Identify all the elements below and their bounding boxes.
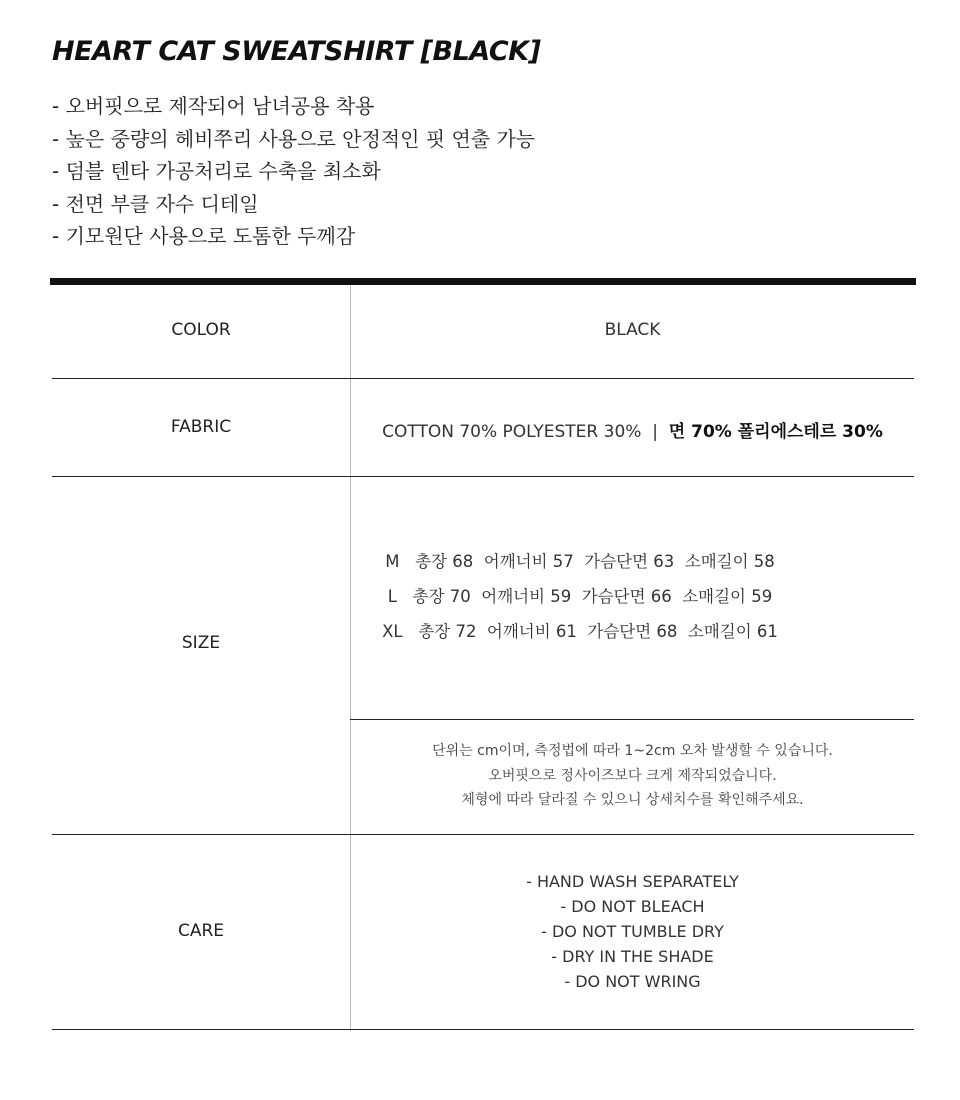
feature-item: - 덤블 텐타 가공처리로 수축을 최소화 — [52, 159, 381, 183]
size-label: SIZE — [181, 633, 221, 653]
product-title: HEART CAT SWEATSHIRT [BLACK] — [52, 36, 541, 67]
care-label: CARE — [177, 921, 225, 941]
size-chart — [350, 544, 810, 649]
size-row-l: L 총장 70 어깨너비 59 가슴단면 66 소매길이 59 — [387, 587, 773, 606]
fabric-value-en: COTTON 70% POLYESTER 30% | — [382, 422, 669, 442]
row-divider — [52, 834, 914, 835]
table-top-rule — [50, 278, 916, 285]
table-bottom-rule — [52, 1029, 914, 1030]
size-note: 오버핏으로 정사이즈보다 크게 제작되었습니다. — [488, 767, 777, 784]
fabric-value-ko: 면 70% 폴리에스테르 30% — [668, 422, 883, 442]
care-line: - DO NOT TUMBLE DRY — [541, 922, 724, 941]
care-line: - DRY IN THE SHADE — [551, 947, 714, 966]
row-divider — [52, 378, 914, 379]
feature-item: - 전면 부클 자수 디테일 — [52, 191, 259, 216]
care-line: - DO NOT WRING — [564, 972, 701, 991]
color-label: COLOR — [171, 320, 231, 340]
care-line: - DO NOT BLEACH — [560, 897, 705, 916]
size-note-divider — [350, 719, 914, 720]
care-line: - HAND WASH SEPARATELY — [526, 872, 739, 891]
feature-item: - 오버핏으로 제작되어 남녀공용 착용 — [52, 94, 375, 118]
feature-item: - 높은 중량의 헤비쭈리 사용으로 안정적인 핏 연출 가능 — [52, 126, 536, 151]
size-note: 체형에 따라 달라질 수 있으니 상세치수를 확인해주세요. — [461, 792, 804, 808]
fabric-value — [351, 417, 914, 442]
size-notes — [351, 739, 914, 813]
row-divider — [52, 476, 914, 477]
feature-item: - 기모원단 사용으로 도톰한 두께감 — [52, 224, 356, 248]
size-row-m: M 총장 68 어깨너비 57 가슴단면 63 소매길이 58 — [385, 552, 775, 571]
size-row-xl: XL 총장 72 어깨너비 61 가슴단면 68 소매길이 61 — [382, 622, 778, 641]
fabric-label: FABRIC — [170, 417, 232, 437]
care-instructions — [351, 869, 914, 994]
feature-list — [52, 90, 535, 253]
size-note: 단위는 cm이며, 측정법에 따라 1~2cm 오차 발생할 수 있습니다. — [432, 743, 833, 759]
color-value: BLACK — [604, 320, 661, 340]
